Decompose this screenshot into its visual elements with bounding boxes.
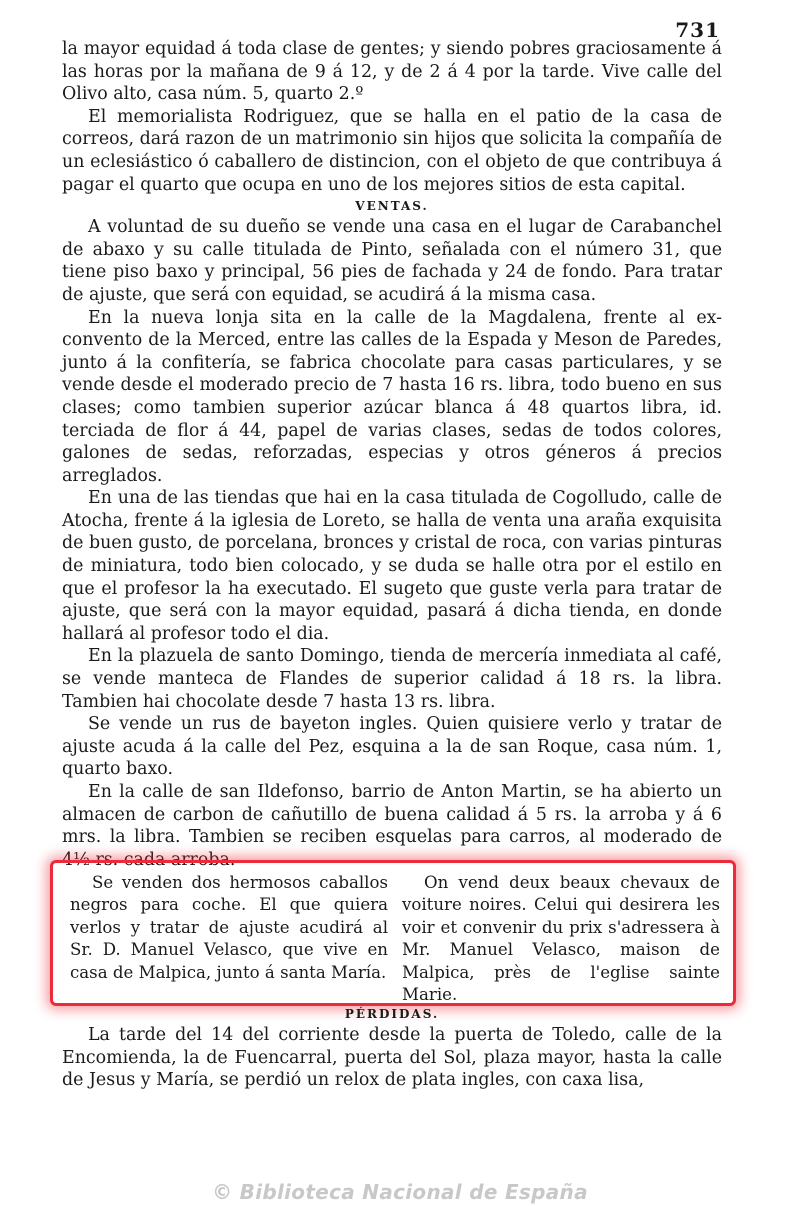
perdidas-paragraph-1: La tarde del 14 del corriente desde la puerta de Toledo, calle de la Encomienda, la de Fuencarral, puerta del Sol, plaza mayor, hasta la calle de Jesus y María, se perdió un relox de plata ingles, con caxa lisa,	[62, 1025, 722, 1091]
ventas-paragraph-6: En la calle de san Ildefonso, barrio de Anton Martin, se ha abierto un almacen de carbon de cañutillo de buena calidad á 5 rs. la arroba y á 6 mrs. la libra. Tambien se reciben esquelas para carros, al moderado de 4½ rs. cada arroba.	[62, 782, 722, 870]
section-heading-ventas: VENTAS.	[355, 199, 429, 214]
page-number: 731	[675, 18, 720, 42]
ventas-paragraph-1: A voluntad de su dueño se vende una casa en el lugar de Carabanchel de abaxo y su calle titulada de Pinto, señalada con el número 31, que tiene piso baxo y principal, 56 pies de fachada y 24 de fondo. Para tratar de ajuste, que será con equidad, se acudirá á la misma casa.	[62, 217, 722, 305]
ventas-paragraph-4: En la plazuela de santo Domingo, tienda de mercería inmediata al café, se vende manteca de Flandes de superior calidad á 18 rs. la libra. Tambien hai chocolate desde 7 hasta 13 rs. libra.	[62, 646, 722, 712]
ventas-paragraph-3: En una de las tiendas que hai en la casa titulada de Cogolludo, calle de Atocha, frente á la iglesia de Loreto, se halla de venta una araña exquisita de buen gusto, de porcelana, bronces y cristal de roca, con varias pinturas de miniatura, todo bien colocado, y se duda se halle otra por el estilo en que el profesor la ha executado. El sugeto que guste verla para tratar de ajuste, que será con la mayor equidad, pasará á dicha tienda, en donde hallará al profesor todo el dia.	[62, 488, 722, 644]
library-watermark: © Biblioteca Nacional de España	[212, 1180, 588, 1204]
ad-french-column: On vend deux beaux chevaux de voiture noires. Celui qui desirera les voir et convenir du prix s'adressera à Mr. Manuel Velasco, maison de Malpica, près de l'eglise sainte Marie.	[402, 873, 720, 1005]
ad-spanish-column: Se venden dos hermosos caballos negros para coche. El que quiera verlos y tratar de ajuste acudirá al Sr. D. Manuel Velasco, que vive en casa de Malpica, junto á santa María.	[70, 873, 388, 982]
intro-paragraph-1: la mayor equidad á toda clase de gentes; y siendo pobres graciosamente á las horas por la mañana de 9 á 12, y de 2 á 4 por la tarde. Vive calle del Olivo alto, casa núm. 5, quarto 2.º	[62, 39, 722, 105]
perdidas-column	[62, 1004, 722, 1092]
ventas-paragraph-2: En la nueva lonja sita en la calle de la Magdalena, frente al ex-convento de la Merced, entre las calles de la Espada y Meson de Paredes, junto á la confitería, se fabrica chocolate para casas particulares, y se vende desde el moderado precio de 7 hasta 16 rs. libra, todo bueno en sus clases; como tambien superior azúcar blanca á 48 quartos libra, id. terciada de flor á 44, papel de varias clases, sedas de todos colores, galones de sedas, reforzadas, especias y otros géneros á precios arreglados.	[62, 307, 722, 486]
intro-paragraph-2: El memorialista Rodriguez, que se halla en el patio de la casa de correos, dará razon de un matrimonio sin hijos que solicita la compañía de un eclesiástico ó caballero de distincion, con el objeto de que contribuya á pagar el quarto que ocupa en uno de los mejores sitios de esta capital.	[62, 106, 722, 195]
ventas-paragraph-5: Se vende un rus de bayeton ingles. Quien quisiere verlo y tratar de ajuste acuda á la calle del Pez, esquina a la de san Roque, casa núm. 1, quarto baxo.	[62, 714, 722, 780]
main-column	[62, 38, 722, 871]
section-heading-perdidas: PÉRDIDAS.	[344, 1007, 440, 1021]
